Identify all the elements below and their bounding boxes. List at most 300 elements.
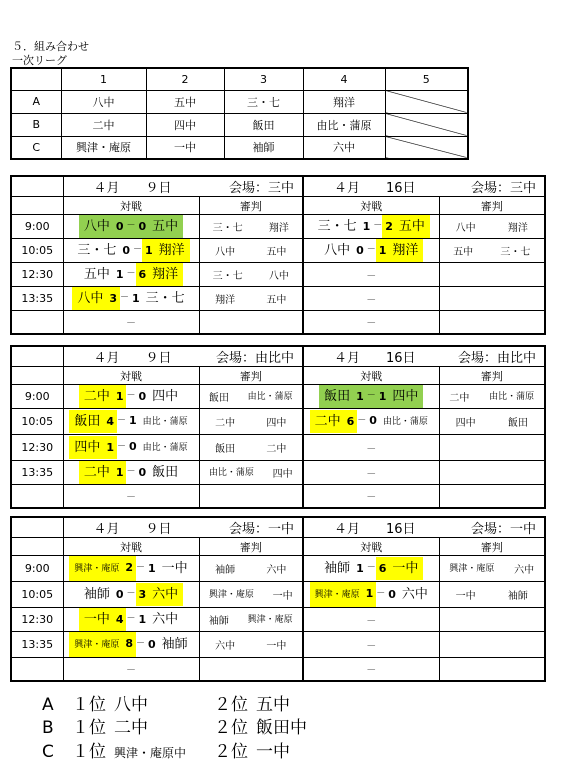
away-team: 四中 <box>152 389 179 404</box>
match-cell <box>63 582 199 608</box>
score-separator: － <box>119 293 129 303</box>
match-line <box>64 215 199 238</box>
away-score: 0 <box>138 390 147 403</box>
home-side <box>79 385 127 408</box>
away-team: 六中 <box>401 587 428 602</box>
group-team: 一中 <box>146 136 224 159</box>
dash: － <box>366 317 377 329</box>
referee-team: 興津・庵原 <box>247 615 293 625</box>
match-cell <box>303 385 439 409</box>
dash: － <box>366 640 377 652</box>
schedule-row <box>11 461 545 485</box>
match-cell <box>303 658 439 681</box>
referee-cell <box>439 263 545 287</box>
away-side <box>145 557 193 580</box>
referee-pair <box>440 414 545 429</box>
dash: － <box>366 664 377 676</box>
away-score: 3 <box>138 588 147 601</box>
referee-pair <box>200 440 303 455</box>
match-date: ４月 16日 <box>334 181 416 196</box>
referee-team: 興津・庵原 <box>449 564 495 574</box>
day-header <box>303 517 545 538</box>
referee-team: 八中 <box>268 271 289 282</box>
match-cell <box>63 658 199 681</box>
referee-team: 飯田 <box>208 393 229 404</box>
referee-pair <box>440 561 545 576</box>
schedule-row <box>11 409 545 435</box>
away-score: 0 <box>369 414 377 427</box>
kickoff-time: 9:00 <box>11 556 63 582</box>
referee-team: 二中 <box>449 393 470 404</box>
match-line <box>304 385 439 408</box>
schedule-row <box>11 263 545 287</box>
home-team: 八中 <box>324 243 351 258</box>
score-separator: － <box>126 614 136 624</box>
match-header: 対戦 <box>63 367 199 385</box>
referee-cell <box>199 287 303 311</box>
venue-name: 会場：三中 <box>470 181 536 196</box>
score-separator: － <box>116 416 126 426</box>
match-line <box>64 461 199 484</box>
referee-cell <box>199 311 303 334</box>
dash: － <box>366 468 377 480</box>
referee-team: 翔洋 <box>215 295 236 306</box>
corner-cell <box>11 517 63 538</box>
column-header-row <box>11 367 545 385</box>
referee-cell <box>439 461 545 485</box>
score-separator: － <box>376 589 386 599</box>
away-side <box>136 215 184 238</box>
dash: － <box>366 443 377 455</box>
group-team: 翔洋 <box>303 90 385 113</box>
away-side <box>385 583 433 606</box>
referee-pair <box>440 389 545 404</box>
home-team: 興津・庵原 <box>314 590 360 600</box>
result-group: B <box>42 718 54 738</box>
referee-cell <box>439 608 545 632</box>
home-side <box>69 556 136 581</box>
kickoff-time: 13:35 <box>11 461 63 485</box>
match-header: 対戦 <box>303 538 439 556</box>
referee-team: 八中 <box>215 247 236 258</box>
score-separator: － <box>126 269 136 279</box>
match-cell <box>63 632 199 658</box>
match-cell <box>63 461 199 485</box>
away-team: 三・七 <box>145 291 185 306</box>
away-side <box>126 409 193 434</box>
home-side <box>69 632 136 657</box>
referee-team: 五中 <box>266 247 287 258</box>
referee-pair <box>200 465 303 480</box>
home-score: 6 <box>346 415 355 428</box>
corner-cell <box>11 367 63 385</box>
match-cell <box>303 311 439 334</box>
home-side <box>72 239 133 262</box>
referee-team: 二中 <box>215 418 236 429</box>
empty-slot-cell <box>385 113 468 136</box>
away-side <box>136 263 184 286</box>
group-row <box>11 90 468 113</box>
away-team: 一中 <box>392 561 419 576</box>
home-score: 4 <box>106 415 114 428</box>
referee-header: 審判 <box>199 197 303 215</box>
away-team: 由比・蒲原 <box>142 443 188 453</box>
group-header-row <box>11 68 468 90</box>
second-place-team: 五中 <box>256 695 290 715</box>
referee-pair <box>440 587 545 602</box>
away-side <box>382 215 430 238</box>
home-score: 1 <box>115 390 124 403</box>
match-line <box>304 556 439 581</box>
referee-cell <box>199 632 303 658</box>
match-line <box>64 632 199 657</box>
home-team: 三・七 <box>77 243 117 258</box>
away-team: 翔洋 <box>158 243 185 258</box>
home-score: 1 <box>356 562 364 575</box>
home-side <box>310 582 377 607</box>
home-side <box>72 287 120 310</box>
home-side <box>79 215 127 238</box>
match-date: ４月 16日 <box>334 522 416 537</box>
away-team: 五中 <box>152 219 179 234</box>
referee-cell <box>439 409 545 435</box>
referee-cell <box>199 385 303 409</box>
date-header-row <box>11 346 545 367</box>
group-table <box>10 67 469 160</box>
home-score: 0 <box>115 588 124 601</box>
group-team: 四中 <box>146 113 224 136</box>
referee-cell <box>199 435 303 461</box>
result-line <box>42 737 290 762</box>
venue-name: 会場：由比中 <box>457 351 536 366</box>
away-team: 飯田 <box>152 465 179 480</box>
away-team: 四中 <box>392 389 419 404</box>
referee-pair <box>200 587 303 602</box>
first-place-label: １位 <box>72 695 106 715</box>
away-team: 翔洋 <box>392 243 419 258</box>
date-header-row <box>11 517 545 538</box>
referee-pair <box>200 414 303 429</box>
day-header <box>63 346 303 367</box>
schedule-row <box>11 287 545 311</box>
group-team: 五中 <box>146 90 224 113</box>
empty-slot-cell <box>385 136 468 159</box>
score-separator: － <box>367 385 376 408</box>
home-score: 4 <box>115 613 124 626</box>
score-separator: － <box>366 563 376 573</box>
first-place-team: 興津・庵原中 <box>114 746 187 760</box>
away-side <box>145 633 193 656</box>
group-team: 飯田 <box>224 113 303 136</box>
corner-cell <box>11 346 63 367</box>
home-side <box>319 557 367 580</box>
group-header-cell: 3 <box>224 68 303 90</box>
first-place-label: １位 <box>72 718 106 738</box>
home-score: 3 <box>109 292 117 305</box>
referee-team: 一中 <box>455 591 476 602</box>
home-team: 八中 <box>83 219 110 234</box>
kickoff-time: 9:00 <box>11 385 63 409</box>
second-place-label: ２位 <box>214 718 248 738</box>
kickoff-time: 9:00 <box>11 215 63 239</box>
day-header <box>63 517 303 538</box>
referee-team: 袖師 <box>208 616 229 627</box>
second-place-team: 一中 <box>256 742 290 762</box>
group-team: 三・七 <box>224 90 303 113</box>
home-score: 1 <box>365 587 374 600</box>
referee-team: 飯田 <box>215 444 236 455</box>
venue-name: 会場：一中 <box>470 522 536 537</box>
match-cell <box>63 215 199 239</box>
group-team: 由比・蒲原 <box>303 113 385 136</box>
match-line <box>304 215 439 238</box>
venue-schedule-table <box>10 516 546 682</box>
group-row <box>11 113 468 136</box>
schedule-row <box>11 556 545 582</box>
referee-header: 審判 <box>199 538 303 556</box>
match-cell <box>303 409 439 435</box>
away-side <box>376 557 424 580</box>
kickoff-time: 12:30 <box>11 435 63 461</box>
schedule-row <box>11 485 545 508</box>
referee-cell <box>199 556 303 582</box>
referee-cell <box>439 385 545 409</box>
score-separator: － <box>135 639 145 649</box>
referee-cell <box>439 632 545 658</box>
referee-cell <box>439 658 545 681</box>
home-score: 0 <box>356 244 364 257</box>
second-place-label: ２位 <box>214 695 248 715</box>
home-score: 1 <box>356 390 364 403</box>
kickoff-time: 12:30 <box>11 263 63 287</box>
referee-header: 審判 <box>439 538 545 556</box>
second-place-label: ２位 <box>214 742 248 762</box>
column-header-row <box>11 538 545 556</box>
home-side <box>313 215 374 238</box>
group-header-cell: 1 <box>61 68 146 90</box>
away-side <box>136 385 184 408</box>
match-cell <box>63 385 199 409</box>
schedule-row <box>11 608 545 632</box>
score-separator: － <box>126 215 135 238</box>
away-side <box>376 239 424 262</box>
match-cell <box>303 239 439 263</box>
referee-pair <box>200 561 303 576</box>
referee-team: 翔洋 <box>507 223 528 234</box>
first-place-team: 八中 <box>114 695 148 715</box>
corner-cell <box>11 538 63 556</box>
match-date: ４月 16日 <box>334 351 416 366</box>
dash: － <box>366 270 377 282</box>
schedule-row <box>11 311 545 334</box>
schedule-row <box>11 582 545 608</box>
kickoff-time: 10:05 <box>11 239 63 263</box>
group-header-cell <box>11 68 61 90</box>
referee-cell <box>439 239 545 263</box>
away-score: 0 <box>129 440 137 453</box>
away-side <box>136 608 184 631</box>
away-side <box>366 409 433 434</box>
referee-cell <box>439 582 545 608</box>
group-team: 興津・庵原 <box>61 136 146 159</box>
home-side <box>79 263 127 286</box>
away-side <box>136 583 184 606</box>
away-side <box>142 239 190 262</box>
referee-cell <box>199 409 303 435</box>
match-cell <box>303 435 439 461</box>
home-score: 0 <box>115 220 124 233</box>
schedule-row <box>11 239 545 263</box>
referee-team: 八中 <box>455 223 476 234</box>
match-cell <box>303 485 439 508</box>
away-side <box>136 461 184 484</box>
away-team: 五中 <box>398 219 425 234</box>
group-row <box>11 136 468 159</box>
schedule-row <box>11 215 545 239</box>
home-side <box>79 608 127 631</box>
referee-cell <box>439 287 545 311</box>
score-separator: － <box>126 589 136 599</box>
day-header <box>63 176 303 197</box>
match-line <box>64 556 199 581</box>
match-line <box>64 385 199 408</box>
venue-name: 会場：三中 <box>228 181 294 196</box>
match-date: ４月 ９日 <box>93 522 172 537</box>
referee-team: 由比・蒲原 <box>247 392 293 402</box>
league-subtitle: 一次リーグ <box>12 54 67 67</box>
referee-team: 四中 <box>272 469 293 480</box>
referee-team: 五中 <box>266 295 287 306</box>
group-label: B <box>11 113 61 136</box>
group-label: C <box>11 136 61 159</box>
match-cell <box>303 461 439 485</box>
referee-team: 一中 <box>266 641 287 652</box>
group-header-cell: 2 <box>146 68 224 90</box>
match-date: ４月 ９日 <box>93 181 172 196</box>
away-score: 1 <box>378 244 387 257</box>
away-side <box>376 385 424 408</box>
referee-team: 五中 <box>453 247 474 258</box>
schedule-row <box>11 658 545 681</box>
match-line <box>64 287 199 310</box>
match-line <box>64 608 199 631</box>
referee-pair <box>200 389 303 404</box>
away-team: 由比・蒲原 <box>382 417 428 427</box>
referee-team: 翔洋 <box>268 223 289 234</box>
day-header <box>303 176 545 197</box>
match-line <box>64 409 199 434</box>
match-cell <box>63 485 199 508</box>
referee-team: 二中 <box>266 444 287 455</box>
match-cell <box>303 556 439 582</box>
kickoff-time: 13:35 <box>11 287 63 311</box>
away-team: 翔洋 <box>152 267 179 282</box>
referee-team: 三・七 <box>500 247 531 258</box>
first-place-label: １位 <box>72 742 106 762</box>
referee-cell <box>439 435 545 461</box>
referee-pair <box>200 637 303 652</box>
score-separator: － <box>373 221 383 231</box>
away-score: 1 <box>132 292 140 305</box>
group-label: A <box>11 90 61 113</box>
score-separator: － <box>126 467 136 477</box>
group-team: 二中 <box>61 113 146 136</box>
match-line <box>304 409 439 434</box>
group-header-cell: 4 <box>303 68 385 90</box>
group-header-cell: 5 <box>385 68 468 90</box>
empty-slot-cell <box>385 90 468 113</box>
referee-team: 四中 <box>455 418 476 429</box>
home-team: 四中 <box>74 440 101 455</box>
match-date: ４月 ９日 <box>93 351 172 366</box>
kickoff-time <box>11 311 63 334</box>
match-line <box>64 263 199 286</box>
referee-cell <box>199 485 303 508</box>
schedule-row <box>11 435 545 461</box>
result-line <box>42 713 307 738</box>
home-score: 8 <box>125 637 133 650</box>
away-team: 六中 <box>152 587 179 602</box>
away-team: 六中 <box>152 612 179 627</box>
home-score: 0 <box>122 244 130 257</box>
corner-cell <box>11 176 63 197</box>
match-header: 対戦 <box>303 197 439 215</box>
away-team: 一中 <box>161 561 188 576</box>
home-team: 五中 <box>83 267 110 282</box>
home-side <box>310 410 358 433</box>
referee-pair <box>200 243 303 258</box>
away-score: 6 <box>138 268 147 281</box>
home-score: 1 <box>115 466 124 479</box>
score-separator: － <box>126 391 136 401</box>
venue-schedule-table <box>10 345 546 509</box>
kickoff-time <box>11 658 63 681</box>
match-cell <box>63 311 199 334</box>
match-cell <box>303 263 439 287</box>
away-score: 6 <box>378 562 387 575</box>
schedule-row <box>11 385 545 409</box>
home-team: 興津・庵原 <box>74 564 120 574</box>
match-line <box>64 582 199 607</box>
kickoff-time: 13:35 <box>11 632 63 658</box>
referee-pair <box>440 243 545 258</box>
match-cell <box>63 287 199 311</box>
referee-cell <box>199 263 303 287</box>
referee-pair <box>200 612 303 627</box>
away-score: 1 <box>129 414 137 427</box>
match-line <box>64 435 199 460</box>
referee-header: 審判 <box>199 367 303 385</box>
away-team: 袖師 <box>161 637 188 652</box>
home-team: 一中 <box>83 612 110 627</box>
score-separator: － <box>132 245 142 255</box>
home-side <box>319 385 367 408</box>
venue-name: 会場：一中 <box>228 522 294 537</box>
section-title: ５．組み合わせ <box>12 40 89 53</box>
referee-cell <box>439 556 545 582</box>
away-score: 1 <box>138 613 147 626</box>
referee-team: 袖師 <box>215 565 236 576</box>
venue-schedule-table <box>10 175 546 335</box>
match-cell <box>303 582 439 608</box>
group-team: 袖師 <box>224 136 303 159</box>
away-score: 2 <box>385 220 393 233</box>
home-score: 1 <box>115 268 124 281</box>
away-score: 0 <box>138 220 147 233</box>
referee-team: 飯田 <box>507 418 528 429</box>
home-score: 1 <box>106 441 114 454</box>
match-header: 対戦 <box>63 197 199 215</box>
